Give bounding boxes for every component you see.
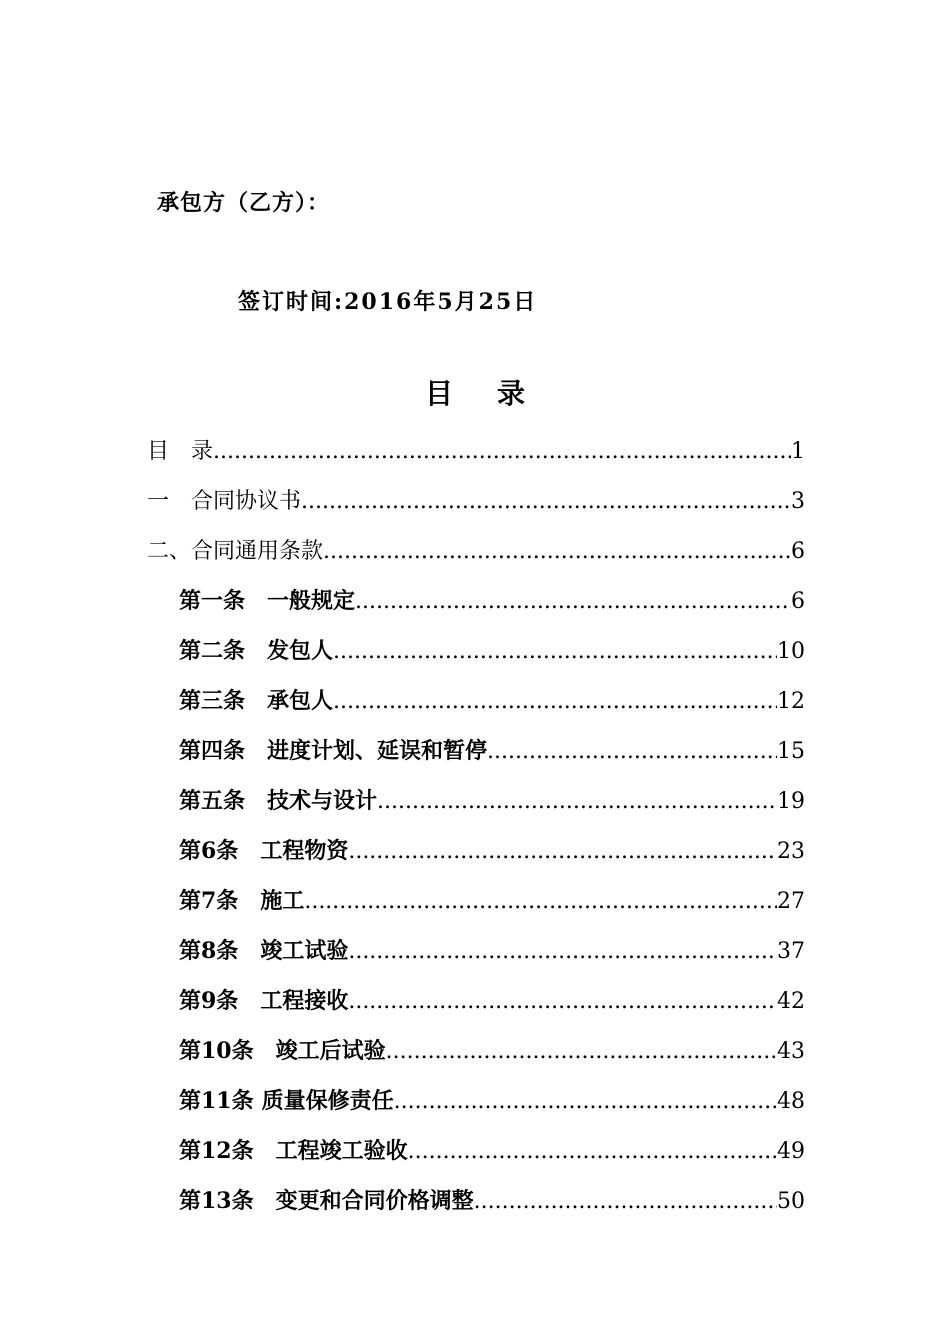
- toc-entry-title: 进度计划、延误和暂停: [267, 738, 488, 764]
- toc-entry[interactable]: [179, 784, 805, 814]
- toc-leader-dots: [333, 639, 777, 664]
- toc-entry-number: 第11条: [179, 1088, 254, 1114]
- toc-entry-page: 6: [791, 589, 805, 614]
- toc-entry-page: 10: [777, 639, 805, 664]
- toc-entry-number: 第9条: [179, 988, 239, 1014]
- toc-entry-title: 质量保修责任: [261, 1088, 394, 1114]
- toc-entry[interactable]: [179, 1034, 805, 1064]
- toc-leader-dots: [348, 939, 777, 964]
- toc-entry-title: 竣工后试验: [275, 1038, 386, 1064]
- toc-entry-page: 27: [777, 889, 805, 914]
- toc-entry-number: 第12条: [179, 1138, 254, 1164]
- toc-leader-dots: [408, 1139, 777, 1164]
- toc-entry-number: 第五条: [179, 788, 246, 814]
- toc-entry-page: 19: [777, 789, 805, 814]
- toc-entry-title: 承包人: [267, 688, 334, 714]
- toc-entry-number: 第四条: [179, 738, 246, 764]
- toc-leader-dots: [386, 1039, 777, 1064]
- toc-entry-title: 录: [191, 439, 214, 464]
- toc-entry-page: 15: [777, 739, 805, 764]
- toc-entry[interactable]: [179, 634, 805, 664]
- toc-entry[interactable]: [147, 484, 805, 514]
- toc-entry-title: 施工: [260, 888, 305, 914]
- toc-entry[interactable]: [179, 884, 805, 914]
- toc-entry-title: 竣工试验: [260, 938, 349, 964]
- contractor-label: 承包方（乙方）：: [157, 190, 331, 216]
- toc-entry-page: 48: [777, 1089, 805, 1114]
- toc-entry-number: 第13条: [179, 1188, 254, 1214]
- toc-entry[interactable]: [147, 534, 805, 564]
- toc-entry-page: 43: [777, 1039, 805, 1064]
- toc-entry-title: 工程竣工验收: [275, 1138, 408, 1164]
- toc-entry-number: 一: [147, 489, 170, 514]
- toc-entry-number: 第三条: [179, 688, 246, 714]
- toc-entry-title: 一般规定: [267, 588, 356, 614]
- toc-leader-dots: [394, 1089, 777, 1114]
- toc-title: 目录: [424, 377, 569, 410]
- toc-entry[interactable]: [179, 1084, 805, 1114]
- toc-entry-title: 工程物资: [260, 838, 349, 864]
- toc-leader-dots: [355, 589, 791, 614]
- toc-entry[interactable]: [179, 734, 805, 764]
- toc-leader-dots: [301, 489, 791, 514]
- toc-leader-dots: [348, 839, 777, 864]
- toc-entry[interactable]: [179, 584, 805, 614]
- toc-entry-page: 37: [777, 939, 805, 964]
- toc-entry-page: 12: [777, 689, 805, 714]
- toc-entry-page: 6: [791, 539, 805, 564]
- toc-entry-title: 合同协议书: [191, 489, 302, 514]
- toc-entry-number: 第6条: [179, 838, 239, 864]
- toc-entry[interactable]: [179, 1184, 805, 1214]
- toc-leader-dots: [304, 889, 777, 914]
- toc-entry-number: 第7条: [179, 888, 239, 914]
- sign-date: 签订时间:2016年5月25日: [238, 289, 538, 315]
- toc-leader-dots: [474, 1189, 777, 1214]
- toc-entry[interactable]: [179, 984, 805, 1014]
- toc-entry[interactable]: [179, 1134, 805, 1164]
- toc-entry-page: 50: [777, 1189, 805, 1214]
- toc-entry-page: 23: [777, 839, 805, 864]
- toc-entry[interactable]: [179, 684, 805, 714]
- toc-entry-title: 技术与设计: [267, 788, 378, 814]
- toc-entry-title: 二、合同通用条款: [147, 539, 324, 564]
- toc-entry-number: 目: [147, 439, 170, 464]
- toc-leader-dots: [333, 689, 777, 714]
- toc-entry-title: 发包人: [267, 638, 334, 664]
- toc-entry-title: 变更和合同价格调整: [275, 1188, 474, 1214]
- toc-leader-dots: [348, 989, 777, 1014]
- toc-entry-page: 42: [777, 989, 805, 1014]
- toc-entry-page: 3: [791, 489, 805, 514]
- toc-leader-dots: [377, 789, 777, 814]
- toc-entry-number: 第10条: [179, 1038, 254, 1064]
- toc-entry-title: 工程接收: [260, 988, 349, 1014]
- toc-entry[interactable]: [179, 934, 805, 964]
- toc-entry-number: 第8条: [179, 938, 239, 964]
- toc-leader-dots: [323, 539, 791, 564]
- toc-entry-number: 第二条: [179, 638, 246, 664]
- toc-leader-dots: [487, 739, 777, 764]
- toc-entry[interactable]: [179, 834, 805, 864]
- toc-entry[interactable]: [147, 434, 805, 464]
- toc-entry-number: 第一条: [179, 588, 246, 614]
- toc-entry-page: 1: [791, 439, 805, 464]
- toc-leader-dots: [213, 439, 791, 464]
- toc-entry-page: 49: [777, 1139, 805, 1164]
